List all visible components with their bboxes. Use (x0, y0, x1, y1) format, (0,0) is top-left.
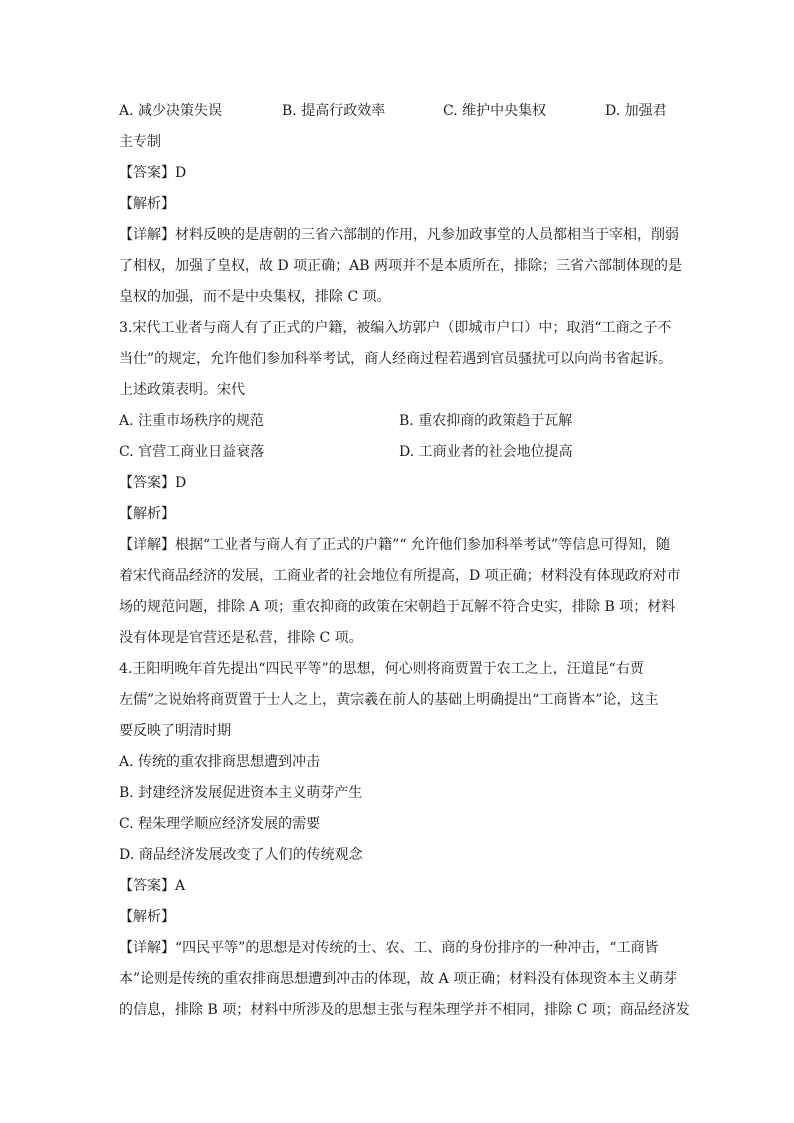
detail-text: “四民平等”的思想是对传统的士、农、工、商的身份排序的一种冲击，“工商皆 (175, 940, 659, 956)
document-page (119, 96, 690, 1026)
q4-stem-line-1: 4.王阳明晚年首先提出“四民平等”的思想，何心则将商贾置于农工之上，汪道昆“右贾 (119, 661, 644, 677)
answer-tag: 【答案】 (119, 475, 175, 491)
q3-stem-line-2: 当仕”的规定，允许他们参加科举考试，商人经商过程若遇到官员骚扰可以向尚书省起诉。 (119, 351, 673, 367)
q4-detail-line-3: 的信息，排除 B 项；材料中所涉及的思想主张与程朱理学并不相同，排除 C 项；商品经济发 (119, 1002, 690, 1018)
q2-option-wrap: 主专制 (119, 134, 161, 150)
q4-detail-line-2: 本”论则是传统的重农排商思想遭到冲击的体现，故 A 项正确；材料没有体现资本主义萌芽 (119, 971, 678, 987)
answer-value: D (175, 475, 187, 491)
q3-stem-line-3: 上述政策表明。宋代 (119, 382, 245, 398)
q2-option-d: D. 加强君 (605, 103, 667, 119)
q4-option-d: D. 商品经济发展改变了人们的传统观念 (119, 847, 363, 863)
q3-detail-line-4: 没有体现是官营还是私营，排除 C 项。 (119, 630, 363, 646)
q3-options-row-1 (119, 406, 679, 437)
q2-options-row (119, 96, 679, 127)
q2-answer (119, 158, 679, 189)
detail-tag: 【详解】 (119, 537, 175, 553)
q3-option-a: A. 注重市场秩序的规范 (119, 413, 265, 429)
q4-option-a: A. 传统的重农排商思想遭到冲击 (119, 754, 321, 770)
q2-option-a: A. 减少决策失误 (119, 103, 223, 119)
detail-text: 材料反映的是唐朝的三省六部制的作用，凡参加政事堂的人员都相当于宰相，削弱 (175, 227, 679, 243)
q3-detail-line-1 (119, 530, 679, 561)
q3-option-b: B. 重农抑商的政策趋于瓦解 (399, 413, 573, 429)
q2-detail-line-3: 皇权的加强，而不是中央集权，排除 C 项。 (119, 289, 391, 305)
q4-answer (119, 871, 679, 902)
q4-stem-line-3: 要反映了明清时期 (119, 723, 231, 739)
q3-answer (119, 468, 679, 499)
q4-stem-line-2: 左儒”之说始将商贾置于士人之上，黄宗羲在前人的基础上明确提出“工商皆本”论，这主 (119, 692, 659, 708)
detail-tag: 【详解】 (119, 227, 175, 243)
q4-analysis-tag: 【解析】 (119, 909, 175, 925)
answer-tag: 【答案】 (119, 165, 175, 181)
q2-analysis-tag: 【解析】 (119, 196, 175, 212)
q2-option-c: C. 维护中央集权 (443, 103, 547, 119)
q3-detail-line-3: 场的规范问题，排除 A 项；重农抑商的政策在宋朝趋于瓦解不符合史实，排除 B 项；材料 (119, 599, 676, 615)
q3-stem-line-1: 3.宋代工业者与商人有了正式的户籍，被编入坊郭户（即城市户口）中；取消“工商之子不 (119, 320, 672, 336)
answer-tag: 【答案】 (119, 878, 175, 894)
detail-tag: 【详解】 (119, 940, 175, 956)
q4-detail-line-1 (119, 933, 679, 964)
q2-option-b: B. 提高行政效率 (282, 103, 386, 119)
q2-detail-line-2: 了相权，加强了皇权，故 D 项正确；AB 两项并不是本质所在，排除；三省六部制体现的是 (119, 258, 682, 274)
q3-option-d: D. 工商业者的社会地位提高 (399, 444, 573, 460)
detail-text: 根据“工业者与商人有了正式的户籍”“ 允许他们参加科举考试”等信息可得知，随 (175, 537, 671, 553)
q2-detail-line-1 (119, 220, 679, 251)
q4-option-b: B. 封建经济发展促进资本主义萌芽产生 (119, 785, 363, 801)
q4-option-c: C. 程朱理学顺应经济发展的需要 (119, 816, 321, 832)
answer-value: A (175, 878, 186, 894)
answer-value: D (175, 165, 187, 181)
q3-options-row-2 (119, 437, 679, 468)
q3-analysis-tag: 【解析】 (119, 506, 175, 522)
q3-option-c: C. 官营工商业日益衰落 (119, 444, 265, 460)
q3-detail-line-2: 着宋代商品经济的发展，工商业者的社会地位有所提高，D 项正确；材料没有体现政府对市 (119, 568, 681, 584)
